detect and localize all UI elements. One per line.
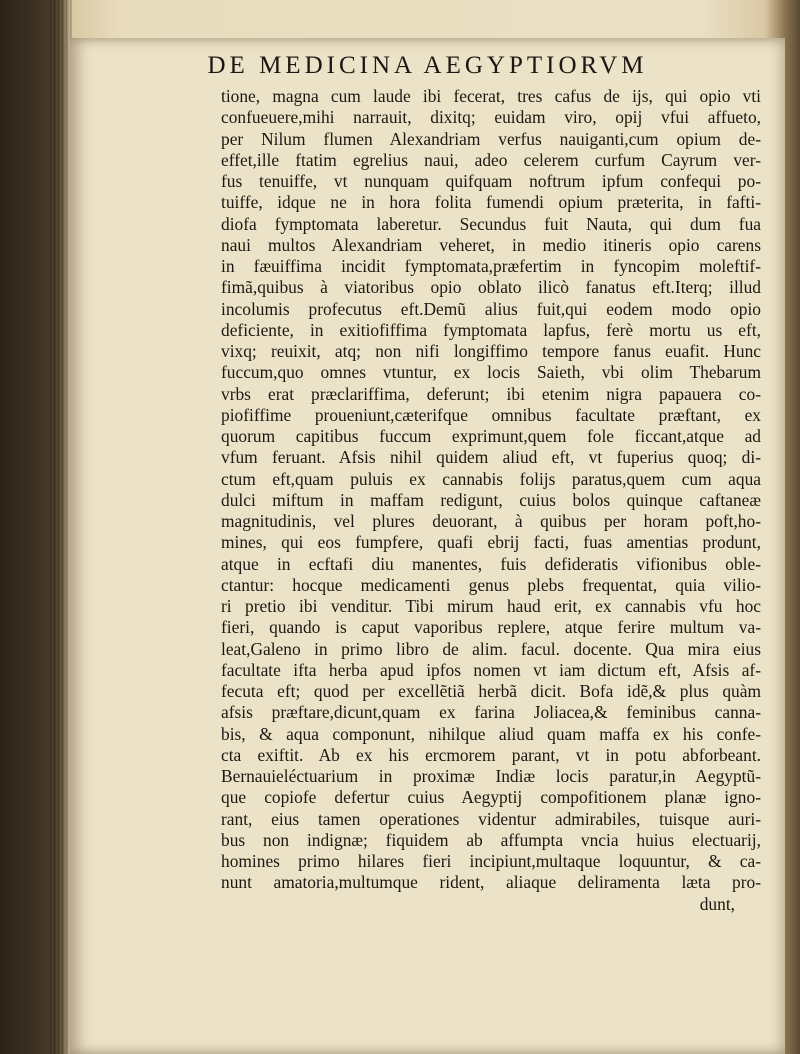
text-line: tuiffe, idque ne in hora folita fumendi opium præterita, in fafti- — [221, 192, 761, 213]
text-line: vixq; reuixit, atq; non nifi longiffimo tempore fanus euafit. Hunc — [221, 341, 761, 361]
text-line: fieri, quando is caput vaporibus replere, atque ferire multum va- — [221, 617, 761, 638]
text-line: mines, qui eos fumpfere, quafi ebrij facti, fuas amentias produnt, — [221, 532, 761, 553]
text-line: magnitudinis, vel plures deuorant, à quibus per horam poft,ho- — [221, 511, 761, 531]
text-line: fecuta eft; quod per excellẽtiã herbã dicit. Bofa idẽ,& plus quàm — [221, 681, 761, 701]
text-line: fimã,quibus à viatoribus opio oblato ilicò fanatus eft.Iterq; illud — [221, 277, 761, 298]
text-line: dulci miftum in maffam redigunt, cuius bolos quinque caftaneæ — [221, 489, 761, 510]
text-line: cta exiftit. Ab ex his ercmorem parant, vt in potu abforbeant. — [221, 744, 761, 765]
body-text — [221, 86, 761, 915]
text-line: diofa fymptomata laberetur. Secundus fuit Nauta, qui dum fua — [221, 213, 761, 234]
text-line: dunt, — [699, 893, 735, 914]
text-line: quorum capitibus fuccum exprimunt,quem fole ficcant,atque ad — [221, 426, 761, 446]
text-line: atque in ecftafi diu manentes, fuis defideratis vifionibus oble- — [221, 553, 761, 574]
text-line: naui multos Alexandriam veheret, in medio itineris opio carens — [221, 234, 761, 255]
book-page — [70, 38, 785, 1054]
text-line: incolumis profecutus eft.Demũ alius fuit,qui eodem modo opio — [221, 298, 761, 319]
text-line: bus non indignæ; fiquidem ab affumpta vncia huius electuarij, — [221, 829, 761, 850]
text-line: vfum feruant. Afsis nihil quidem aliud eft, vt fuperius quoq; di- — [221, 447, 761, 468]
text-line: leat,Galeno in primo libro de alim. facul. docente. Qua mira eius — [221, 638, 761, 659]
text-line: tione, magna cum laude ibi fecerat, tres cafus de ijs, qui opio vti — [221, 86, 761, 106]
book-gutter — [50, 0, 72, 1054]
text-line: fus tenuiffe, vt nunquam quifquam noftrum ipfum confequi po- — [221, 171, 761, 191]
text-line: confueuere,mihi narrauit, dixitq; euidam viro, opij vfui affueto, — [221, 107, 761, 128]
text-line: afsis præftare,dicunt,quam ex farina Joliacea,& feminibus canna- — [221, 702, 761, 723]
text-line: que copiofe defertur cuius Aegyptij compofitionem planæ igno- — [221, 787, 761, 808]
text-line: ctantur: hocque medicamenti genus plebs frequentat, quia vilio- — [221, 574, 761, 595]
text-line: rant, eius tamen operationes videntur admirabiles, tuisque auri- — [221, 808, 761, 829]
text-line: per Nilum flumen Alexandriam verfus nauiganti,cum opium de- — [221, 128, 761, 149]
running-title: DE MEDICINA AEGYPTIORVM — [207, 52, 648, 79]
text-line: homines primo hilares fieri incipiunt,multaque loquuntur, & ca- — [221, 851, 761, 871]
text-line: in fæuiffima incidit fymptomata,præfertim in fyncopim moleftif- — [221, 256, 761, 276]
text-line: piofiffime proueniunt,cæterifque omnibus facultate præftant, ex — [221, 404, 761, 425]
text-line: vrbs erat præclariffima, deferunt; ibi etenim nigra papauera co- — [221, 383, 761, 404]
text-line: bis, & aqua componunt, nihilque aliud quam maffa ex his confe- — [221, 723, 761, 744]
text-line: nunt amatoria,multumque rident, aliaque deliramenta læta pro- — [221, 872, 761, 893]
text-line: fuccum,quo omnes vtuntur, ex locis Saieth, vbi olim Thebarum — [221, 362, 761, 383]
text-line: ctum eft,quam puluis ex cannabis folijs paratus,quem cum aqua — [221, 468, 761, 489]
text-line: effet,ille ftatim egrelius naui, adeo celerem curfum Cayrum ver- — [221, 149, 761, 170]
text-line: facultate ifta herba apud ipfos nomen vt iam dictum eft, Afsis af- — [221, 659, 761, 680]
text-line: Bernauieléctuarium in proximæ Indiæ locis paratur,in Aegyptũ- — [221, 766, 761, 786]
text-line: ri pretio ibi venditur. Tibi mirum haud erit, ex cannabis vfu hoc — [221, 596, 761, 616]
text-line: deficiente, in exitiofiffima fymptomata lapfus, ferè mortu us eft, — [221, 319, 761, 340]
